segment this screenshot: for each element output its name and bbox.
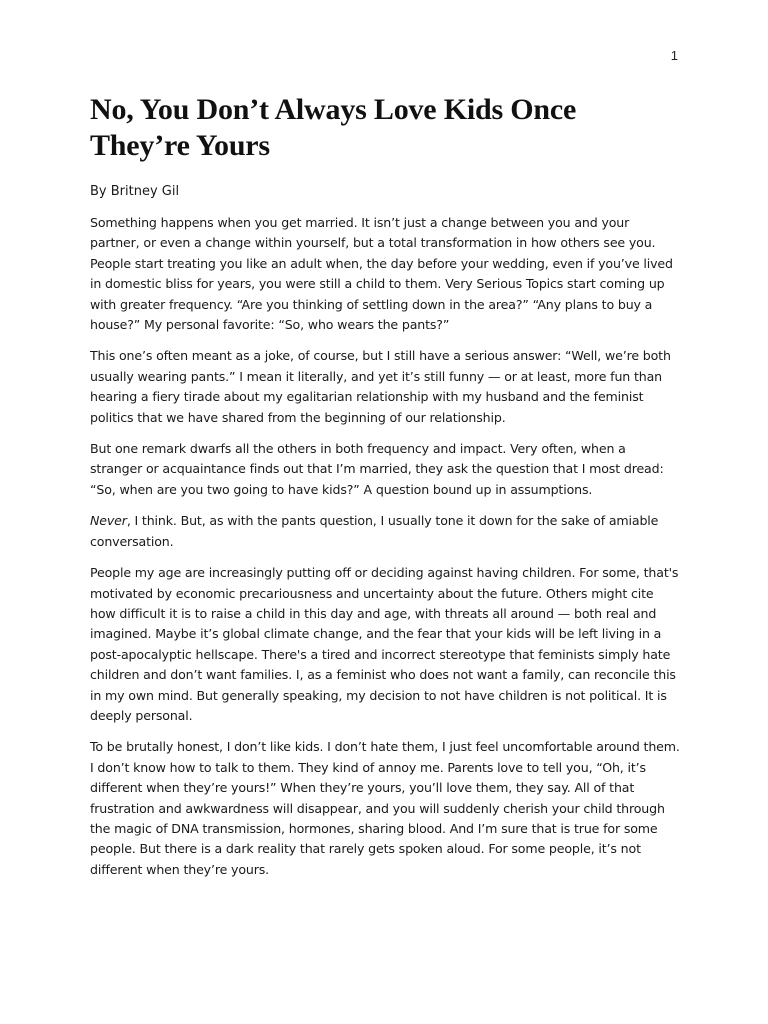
paragraph-honest: To be brutally honest, I don’t like kids. I don’t hate them, I just feel uncomfortable around them. I don’t know how to talk to them. They kind of annoy me. Parents love to tell you, “Oh, it’s different when they’re yours!” When they’re yours, you’ll love them, they say. All of that frustration and awkwardness will disappear, and you will suddenly cherish your child through the magic of DNA transmission, hormones, sharing blood. And I’m sure that is true for some people. But there is a dark reality that rarely gets spoken aloud. For some people, it’s not different when they’re yours. — [90, 739, 680, 877]
paragraph-kids-question: But one remark dwarfs all the others in both frequency and impact. Very often, when a stranger or acquaintance finds out that I’m married, they ask the question that I most dread: “So, when are you two going to have kids?” A question bound up in assumptions. — [90, 441, 664, 497]
article-byline: By Britney Gil — [90, 184, 180, 199]
paragraph-marriage: Something happens when you get married. It isn’t just a change between you and your partner, or even a change within yourself, but a total transformation in how others see you. People start treating you like an adult when, the day before your wedding, even if you’ve lived in domestic bliss for years, you were still a child to them. Very Serious Topics start coming up with greater frequency. “Are you thinking of settling down in the area?” “Any plans to buy a house?” My personal favorite: “So, who wears the pants?” — [90, 215, 673, 333]
article-title: No, You Don’t Always Love Kids Once They’re Yours — [90, 93, 577, 162]
paragraph-never — [90, 511, 680, 552]
never-emphasis: Never — [90, 513, 127, 529]
never-rest: , I think. But, as with the pants question, I usually tone it down for the sake of amiable conversation. — [90, 513, 659, 549]
page-number: 1 — [670, 48, 678, 63]
article-body — [90, 92, 680, 891]
paragraph-my-age: People my age are increasingly putting off or deciding against having children. For some, that's motivated by economic precariousness and uncertainty about the future. Others might cite how difficult it is to raise a child in this day and age, with threats all around — both real and imagined. Maybe it’s global climate change, and the fear that your kids will be left living in a post-apocalyptic hellscape. There's a tired and incorrect stereotype that feminists simply hate children and don’t want families. I, as a feminist who does not want a family, can reconcile this in my own mind. But generally speaking, my decision to not have children is not political. It is deeply personal. — [90, 565, 679, 723]
paragraph-pants: This one’s often meant as a joke, of course, but I still have a serious answer: “Well, we’re both usually wearing pants.” I mean it literally, and yet it’s still funny — or at least, more fun than hearing a fiery tirade about my egalitarian relationship with my husband and the feminist politics that we have shared from the beginning of our relationship. — [90, 348, 671, 425]
